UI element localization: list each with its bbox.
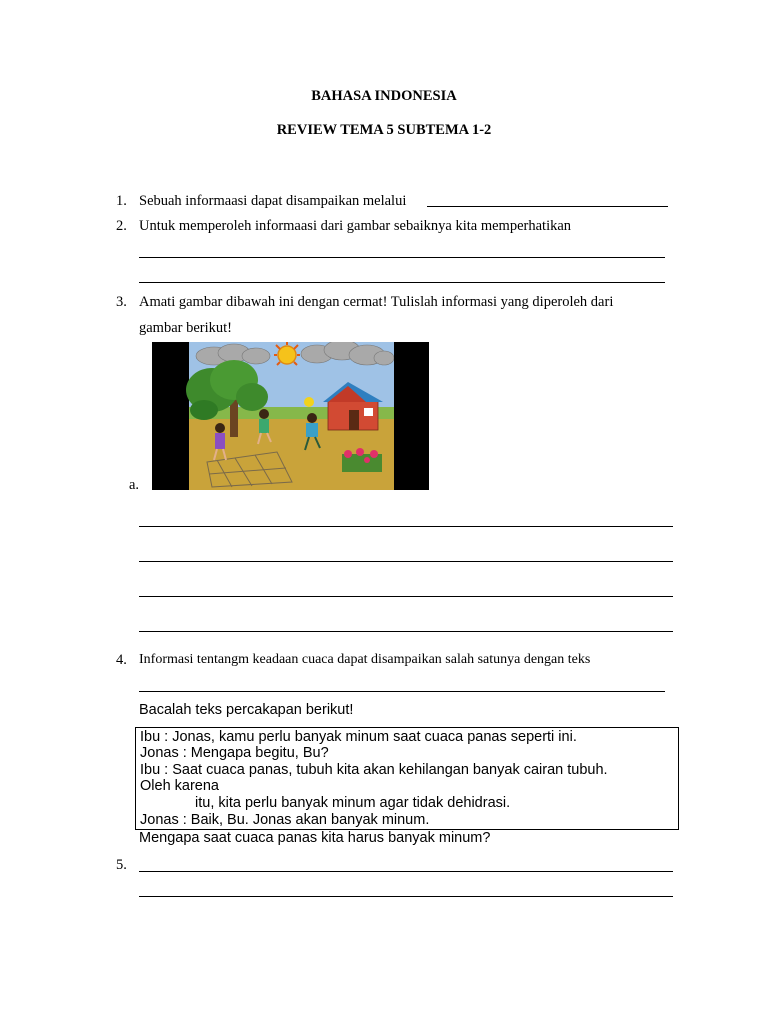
question-3-answer-line-2[interactable] xyxy=(139,561,673,562)
question-2-number: 2. xyxy=(116,218,127,234)
page-subtitle: REVIEW TEMA 5 SUBTEMA 1-2 xyxy=(276,122,492,138)
question-3-text-line-2: gambar berikut! xyxy=(139,320,233,336)
dialog-box xyxy=(135,727,679,830)
question-3-number: 3. xyxy=(116,294,127,310)
page-title: BAHASA INDONESIA xyxy=(311,88,457,104)
question-2-answer-line-1[interactable] xyxy=(139,257,665,258)
question-1-text: Sebuah informaasi dapat disampaikan melalui xyxy=(139,193,407,209)
question-5-answer-line-2[interactable] xyxy=(139,896,673,897)
dialog-line-6: Jonas : Baik, Bu. Jonas akan banyak minum. xyxy=(140,812,430,828)
question-5-number: 5. xyxy=(116,857,127,873)
question-1-answer-line[interactable] xyxy=(427,206,668,207)
question-4-text: Informasi tentangm keadaan cuaca dapat disampaikan salah satunya dengan teks xyxy=(139,652,591,667)
question-2-text: Untuk memperoleh informaasi dari gambar sebaiknya kita memperhatikan xyxy=(139,218,572,234)
dialog-line-1: Ibu : Jonas, kamu perlu banyak minum saat cuaca panas seperti ini. xyxy=(140,729,577,745)
question-4-number: 4. xyxy=(116,652,127,668)
question-1-number: 1. xyxy=(116,193,127,209)
question-2-answer-line-2[interactable] xyxy=(139,282,665,283)
question-4-answer-line[interactable] xyxy=(139,691,665,692)
question-3-answer-line-3[interactable] xyxy=(139,596,673,597)
question-3-answer-line-4[interactable] xyxy=(139,631,673,632)
question-5-answer-line-1[interactable] xyxy=(139,871,673,872)
question-4-instruction: Bacalah teks percakapan berikut! xyxy=(139,702,354,718)
children-playing-illustration xyxy=(152,342,429,490)
question-5-text: Mengapa saat cuaca panas kita harus banyak minum? xyxy=(139,830,491,846)
question-3-text-line-1: Amati gambar dibawah ini dengan cermat! Tulislah informasi yang diperoleh dari xyxy=(139,294,614,310)
question-3-answer-line-1[interactable] xyxy=(139,526,673,527)
dialog-line-5: itu, kita perlu banyak minum agar tidak dehidrasi. xyxy=(195,795,511,811)
dialog-line-3: Ibu : Saat cuaca panas, tubuh kita akan kehilangan banyak cairan tubuh. xyxy=(140,762,608,778)
question-3-sub-label: a. xyxy=(129,477,140,493)
dialog-line-4: Oleh karena xyxy=(140,778,219,794)
dialog-line-2: Jonas : Mengapa begitu, Bu? xyxy=(140,745,329,761)
flowers-icon xyxy=(342,448,382,472)
